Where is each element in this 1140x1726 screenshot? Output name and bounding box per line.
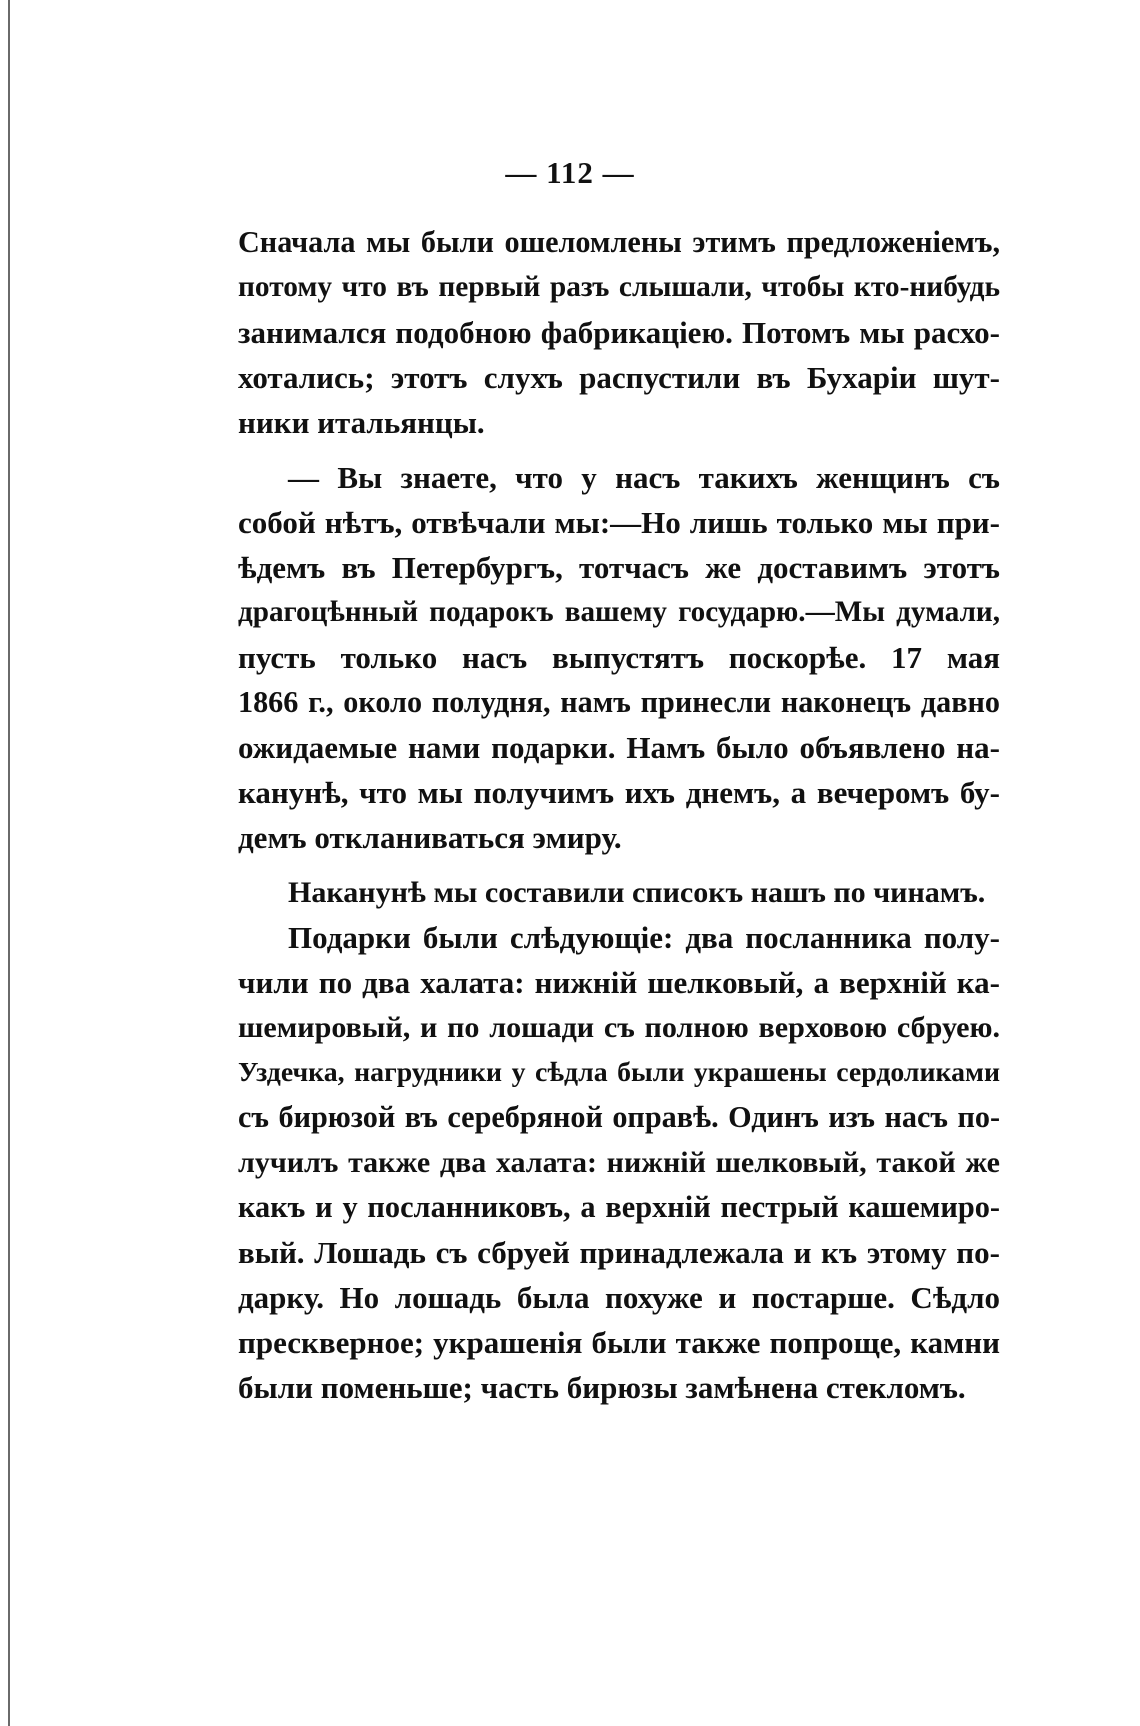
text-line: занимался подобною фабрикаціею. Потомъ мы расхо- — [238, 315, 1000, 350]
text-line: ожидаемые нами подарки. Намъ было объявлено на- — [238, 730, 1000, 765]
text-line: собой нѣтъ, отвѣчали мы:—Но лишь только мы при- — [238, 505, 1000, 540]
page-edge-scan-line — [8, 0, 10, 1726]
text-line: какъ и у посланниковъ, а верхній пестрый кашемиро- — [238, 1190, 1000, 1224]
text-line: ѣдемъ въ Петербургъ, тотчасъ же доставимъ этотъ — [238, 550, 1000, 585]
text-line: ники итальянцы. — [238, 405, 485, 440]
text-line: Сначала мы были ошеломлены этимъ предложеніемъ, — [238, 225, 1000, 259]
text-line: потому что въ первый разъ слышали, чтобы кто-нибудь — [238, 271, 1000, 303]
text-line: хотались; этотъ слухъ распустили въ Бухаріи шут- — [238, 360, 1000, 395]
text-line: шемировый, и по лошади съ полною верховою сбруею. — [238, 1010, 1000, 1044]
page-number: — 112 — — [505, 155, 635, 190]
text-line: съ бирюзой въ серебряной оправѣ. Одинъ изъ насъ по- — [238, 1100, 1000, 1134]
text-line: прескверное; украшенія были также попроще, камни — [238, 1325, 1000, 1360]
text-line: были поменьше; часть бирюзы замѣнена стекломъ. — [238, 1370, 966, 1405]
text-line: — Вы знаете, что у насъ такихъ женщинъ съ — [288, 460, 1000, 495]
text-line: 1866 г., около полудня, намъ принесли наконецъ давно — [238, 685, 1000, 719]
text-line: канунѣ, что мы получимъ ихъ днемъ, а вечеромъ бу- — [238, 775, 1000, 810]
text-line: дарку. Но лошадь была похуже и постарше. Сѣдло — [238, 1280, 1000, 1315]
text-line: лучилъ также два халата: нижній шелковый, такой же — [238, 1146, 1000, 1179]
text-line: чили по два халата: нижній шелковый, а верхній ка- — [238, 965, 1000, 1000]
body-text — [238, 220, 1000, 1410]
text-line: Наканунѣ мы составили списокъ нашъ по чинамъ. — [288, 875, 986, 909]
text-line: Уздечка, нагрудники у сѣдла были украшены сердоликами — [238, 1057, 1000, 1088]
text-line: вый. Лошадь съ сбруей принадлежала и къ этому по- — [238, 1235, 1000, 1270]
text-line: демъ откланиваться эмиру. — [238, 820, 622, 855]
text-line: Подарки были слѣдующіе: два посланника полу- — [288, 920, 1000, 955]
text-line: пусть только насъ выпустятъ поскорѣе. 17 мая — [238, 640, 1000, 675]
text-line: драгоцѣнный подарокъ вашему государю.—Мы думали, — [238, 596, 1000, 628]
